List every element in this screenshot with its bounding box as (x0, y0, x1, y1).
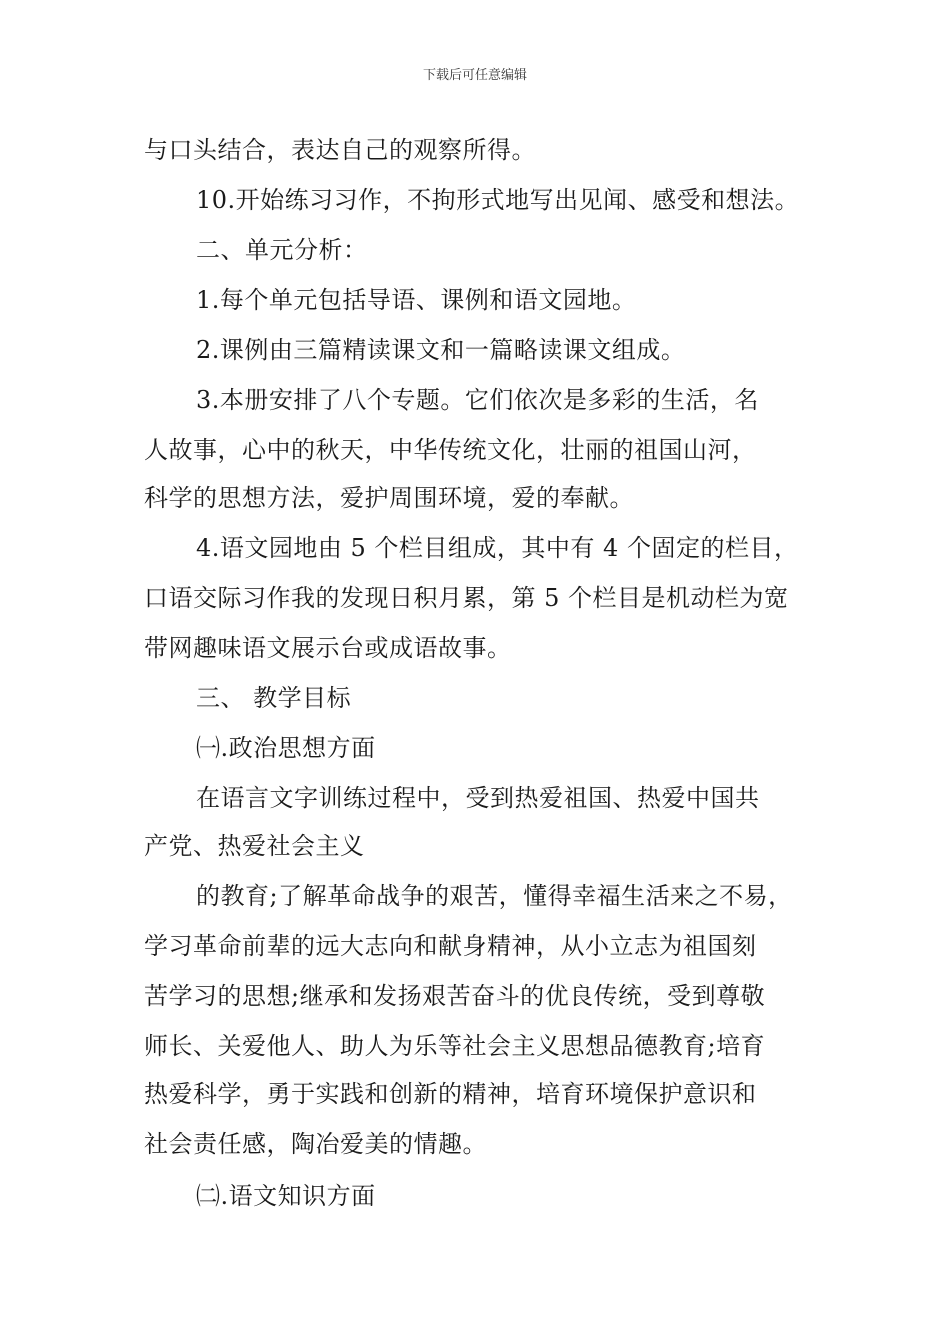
text-line: 10.开始练习习作，不拘形式地写出见闻、感受和想法。 (196, 186, 800, 214)
text-line: 热爱科学，勇于实践和创新的精神，培育环境保护意识和 (144, 1080, 757, 1108)
text-line: 师长、关爱他人、助人为乐等社会主义思想品德教育;培育 (144, 1032, 766, 1060)
text-line: 苦学习的思想;继承和发扬艰苦奋斗的优良传统，受到尊敬 (144, 982, 766, 1010)
text-line: 科学的思想方法，爱护周围环境，爱的奉献。 (144, 484, 634, 512)
subsection-heading: ㈠.政治思想方面 (196, 734, 376, 762)
text-line: 在语言文字训练过程中，受到热爱祖国、热爱中国共 (196, 784, 760, 812)
text-line: 与口头结合，表达自己的观察所得。 (144, 136, 536, 164)
text-line: 1.每个单元包括导语、课例和语文园地。 (196, 286, 637, 314)
text-line: 4.语文园地由 5 个栏目组成，其中有 4 个固定的栏目， (196, 534, 799, 562)
text-line: 产党、热爱社会主义 (144, 832, 365, 860)
section-heading: 二、单元分析： (196, 236, 368, 264)
text-line: 口语交际习作我的发现日积月累，第 5 个栏目是机动栏为宽 (144, 584, 789, 612)
page-header-note: 下载后可任意编辑 (422, 68, 527, 83)
section-heading: 三、 教学目标 (196, 684, 352, 712)
text-line: 带网趣味语文展示台或成语故事。 (144, 634, 512, 662)
text-line: 3.本册安排了八个专题。它们依次是多彩的生活，名 (196, 386, 759, 414)
text-line: 的教育;了解革命战争的艰苦，懂得幸福生活来之不易， (196, 882, 793, 910)
text-line: 人故事，心中的秋天，中华传统文化，壮丽的祖国山河， (144, 436, 757, 464)
text-line: 2.课例由三篇精读课文和一篇略读课文组成。 (196, 336, 686, 364)
text-line: 学习革命前辈的远大志向和献身精神，从小立志为祖国刻 (144, 932, 757, 960)
text-line: 社会责任感，陶冶爱美的情趣。 (144, 1130, 487, 1158)
subsection-heading: ㈡.语文知识方面 (196, 1182, 376, 1210)
